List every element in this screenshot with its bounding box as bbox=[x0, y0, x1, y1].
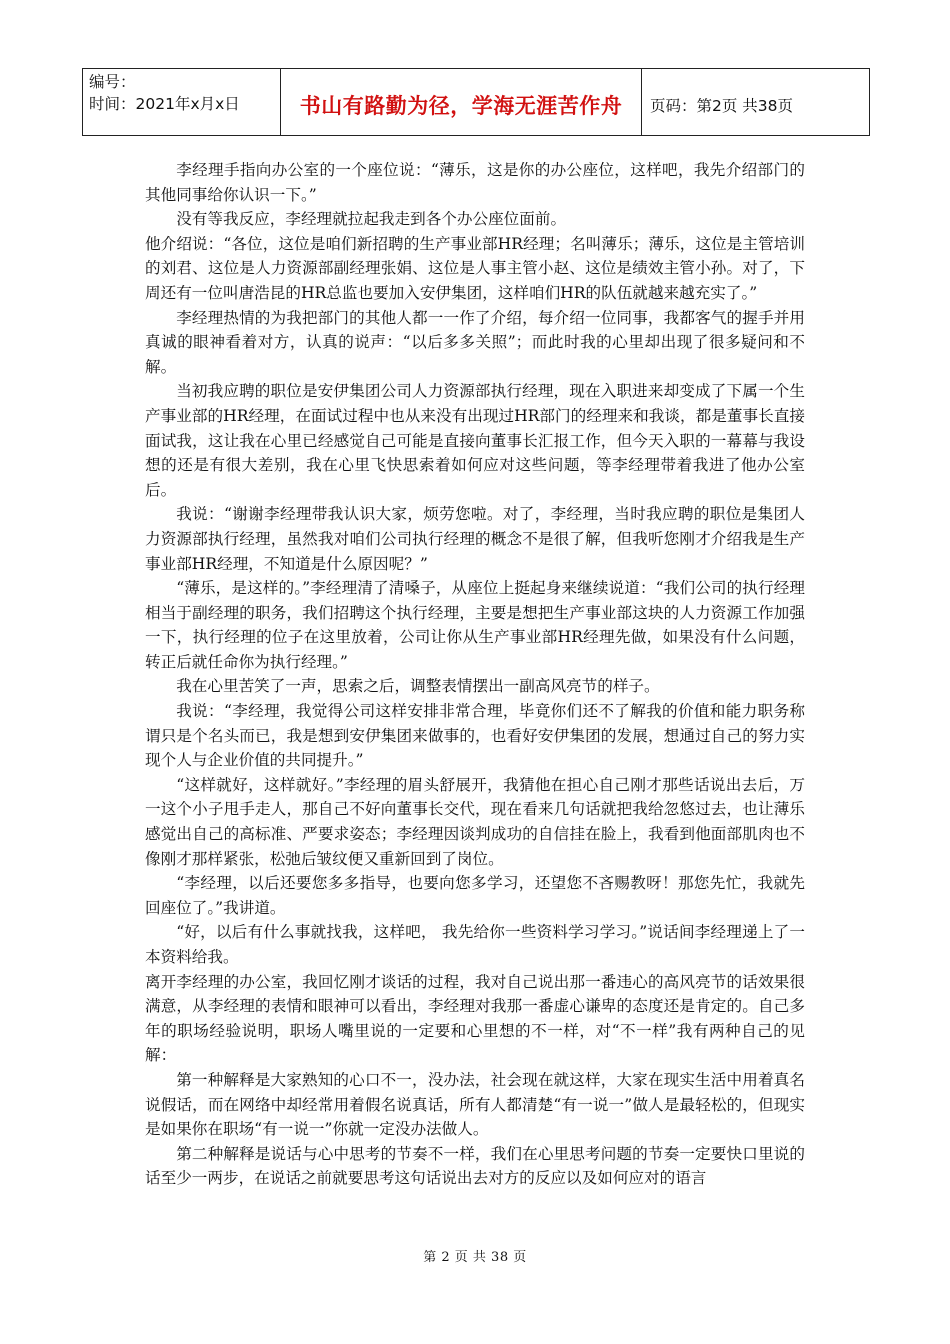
paragraph: 他介绍说：“各位，这位是咱们新招聘的生产事业部HR经理；名叫薄乐；薄乐，这位是主管培训的刘君、这位是人力资源部副经理张娟、这位是人事主管小赵、这位是绩效主管小孙。对了，下周还有一位叫唐浩昆的HR总监也要加入安伊集团，这样咱们HR的队伍就越来越充实了。” bbox=[145, 234, 805, 302]
paragraph: 离开李经理的办公室，我回忆刚才谈话的过程，我对自己说出那一番违心的高风亮节的话效果很满意，从李经理的表情和眼神可以看出，李经理对我那一番虚心谦卑的态度还是肯定的。自己多年的职场经验说明，职场人嘴里说的一定要和心里想的不一样，对“不一样”我有两种自己的见解： bbox=[145, 972, 805, 1065]
paragraph: “好，以后有什么事就找我，这样吧， 我先给你一些资料学习学习。”说话间李经理递上了一本资料给我。 bbox=[145, 923, 805, 966]
paragraph: 李经理热情的为我把部门的其他人都一一作了介绍，每介绍一位同事，我都客气的握手并用真诚的眼神看着对方，认真的说声：“以后多多关照”；而此时我的心里却出现了很多疑问和不解。 bbox=[145, 308, 805, 376]
page-footer: 第 2 页 共 38 页 bbox=[423, 1250, 527, 1265]
header-meta bbox=[83, 69, 281, 135]
document-date-label: 时间：2021年x月x日 bbox=[89, 95, 240, 113]
paragraph: 没有等我反应，李经理就拉起我走到各个办公座位面前。 bbox=[176, 210, 567, 229]
paragraph: 我在心里苦笑了一声，思索之后，调整表情摆出一副高风亮节的样子。 bbox=[176, 677, 660, 696]
paragraph: 当初我应聘的职位是安伊集团公司人力资源部执行经理，现在入职进来却变成了下属一个生产事业部的HR经理，在面试过程中也从来没有出现过HR部门的经理来和我谈，都是董事长直接面试我，这让我在心里已经感觉自己可能是直接向董事长汇报工作，但今天入职的一幕幕与我设想的还是有很大差别，我在心里飞快思索着如何应对这些问题，等李经理带着我进了他办公室后。 bbox=[145, 382, 805, 499]
header-motto: 书山有路勤为径，学海无涯苦作舟 bbox=[281, 69, 642, 135]
document-body bbox=[145, 158, 805, 1191]
paragraph: 第二种解释是说话与心中思考的节奏不一样，我们在心里思考问题的节奏一定要快口里说的话至少一两步，在说话之前就要思考这句话说出去对方的反应以及如何应对的语言 bbox=[145, 1144, 805, 1188]
document-number-label: 编号： bbox=[89, 73, 136, 91]
paragraph: “这样就好，这样就好。”李经理的眉头舒展开，我猜他在担心自己刚才那些话说出去后，万一这个小子甩手走人，那自己不好向董事长交代，现在看来几句话就把我给忽悠过去，也让薄乐感觉出自己的高标准、严要求姿态；李经理因谈判成功的自信挂在脸上，我看到他面部肌肉也不像刚才那样紧张，松弛后皱纹便又重新回到了岗位。 bbox=[145, 775, 805, 868]
paragraph: “李经理，以后还要您多多指导，也要向您多学习，还望您不吝赐教呀！那您先忙，我就先回座位了。”我讲道。 bbox=[145, 874, 805, 917]
paragraph: 李经理手指向办公室的一个座位说：“薄乐，这是你的办公座位，这样吧，我先介绍部门的其他同事给你认识一下。” bbox=[145, 161, 805, 204]
paragraph: 我说：“李经理，我觉得公司这样安排非常合理，毕竟你们还不了解我的价值和能力职务称谓只是个名头而已，我是想到安伊集团来做事的，也看好安伊集团的发展，想通过自己的努力实现个人与企业价值的共同提升。” bbox=[145, 702, 805, 770]
paragraph: 我说：“谢谢李经理带我认识大家，烦劳您啦。对了，李经理，当时我应聘的职位是集团人力资源部执行经理，虽然我对咱们公司执行经理的概念不是很了解，但我听您刚才介绍我是生产事业部HR经理，不知道是什么原因呢？” bbox=[145, 505, 805, 573]
paragraph: “薄乐，是这样的。”李经理清了清嗓子，从座位上挺起身来继续说道：“我们公司的执行经理相当于副经理的职务，我们招聘这个执行经理，主要是想把生产事业部这块的人力资源工作加强一下，执行经理的位子在这里放着，公司让你从生产事业部HR经理先做，如果没有什么问题，转正后就任命你为执行经理。” bbox=[145, 579, 805, 671]
header-page-number: 页码：第2页 共38页 bbox=[650, 97, 794, 115]
paragraph: 第一种解释是大家熟知的心口不一，没办法，社会现在就这样，大家在现实生活中用着真名说假话，而在网络中却经常用着假名说真话，所有人都清楚“有一说一”做人是最轻松的，但现实是如果你在职场“有一说一”你就一定没办法做人。 bbox=[145, 1070, 805, 1139]
page-header bbox=[82, 68, 870, 136]
